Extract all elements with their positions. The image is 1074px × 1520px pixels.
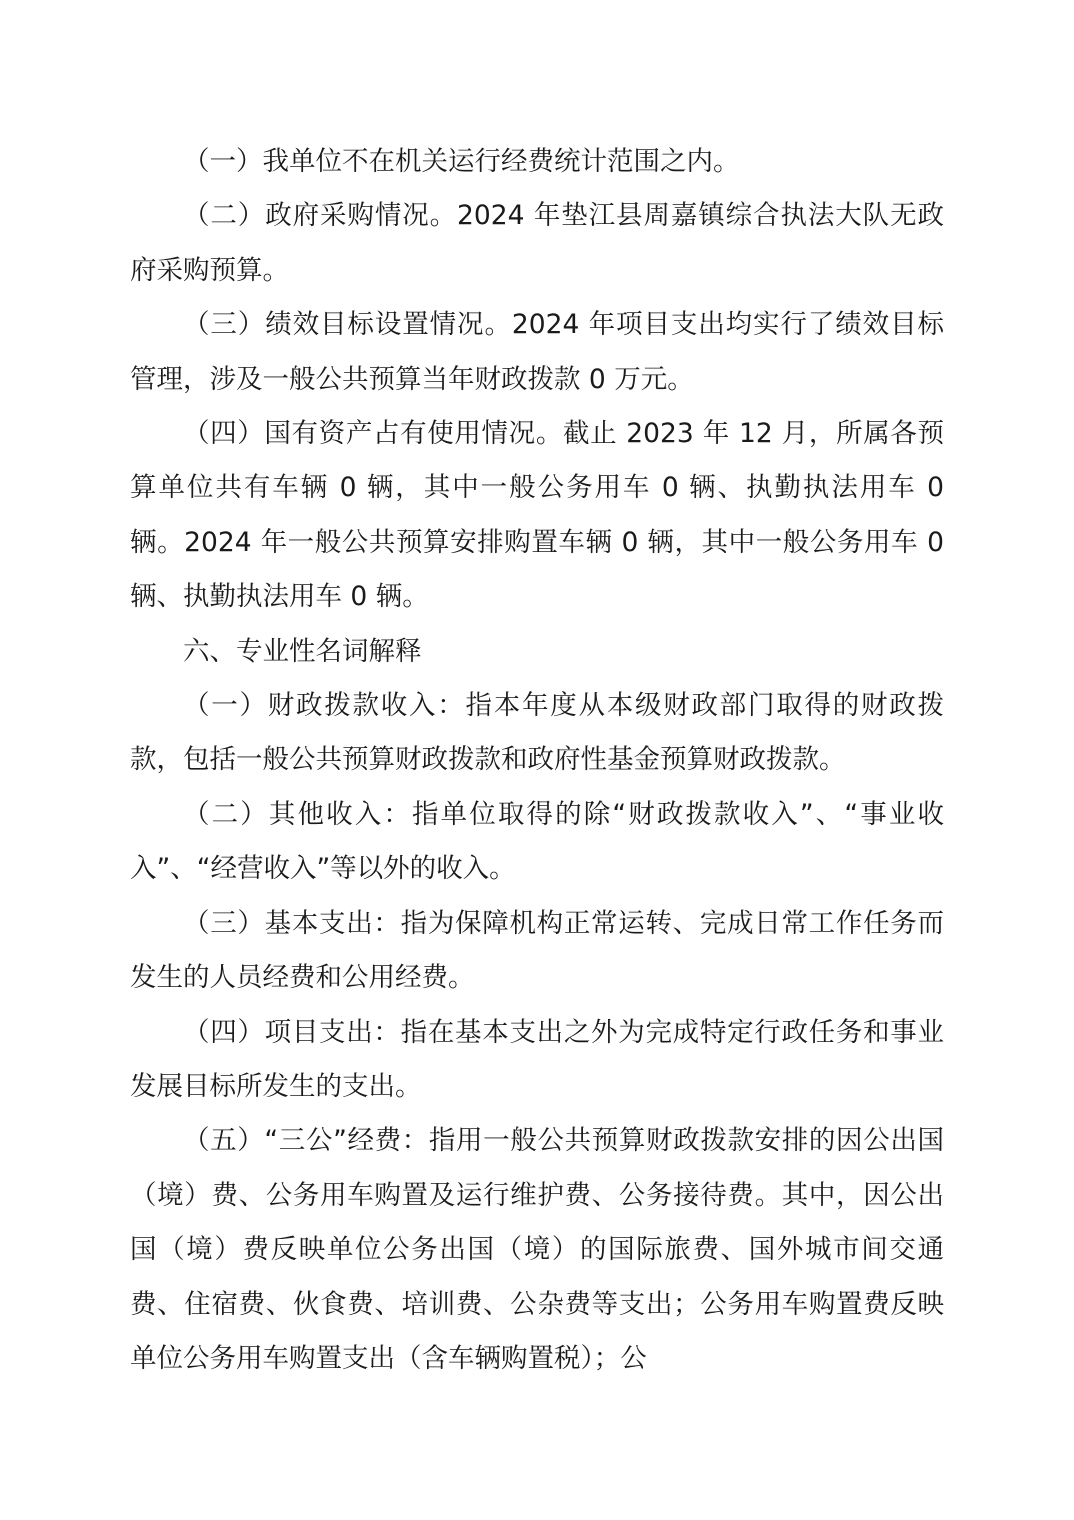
paragraph-other-income: （二）其他收入：指单位取得的除“财政拨款收入”、“事业收入”、“经营收入”等以外的收入。: [130, 798, 944, 885]
paragraph-basic-expenditure: （三）基本支出：指为保障机构正常运转、完成日常工作任务而发生的人员经费和公用经费。: [130, 907, 944, 994]
paragraph-state-assets: （四）国有资产占有使用情况。截止 2023 年 12 月，所属各预算单位共有车辆 0 辆，其中一般公务用车 0 辆、执勤执法用车 0 辆。2024 年一般公共预算安排购置车辆 0 辆，其中一般公务用车 0 辆、执勤执法用车 0 辆。: [130, 418, 944, 613]
section-heading-terminology: 六、专业性名词解释: [183, 635, 422, 667]
paragraph-performance-targets: （三）绩效目标设置情况。2024 年项目支出均实行了绩效目标管理，涉及一般公共预算当年财政拨款 0 万元。: [130, 309, 944, 395]
paragraph-office-operating-expenses: （一）我单位不在机关运行经费统计范围之内。: [183, 146, 740, 177]
paragraph-project-expenditure: （四）项目支出：指在基本支出之外为完成特定行政任务和事业发展目标所发生的支出。: [130, 1016, 944, 1102]
paragraph-three-public-expenses: （五）“三公”经费：指用一般公共预算财政拨款安排的因公出国（境）费、公务用车购置及运行维护费、公务接待费。其中，因公出国（境）费反映单位公务出国（境）的国际旅费、国外城市间交通费、住宿费、伙食费、培训费、公杂费等支出；公务用车购置费反映单位公务用车购置支出（含车辆购置税）；公: [130, 1125, 944, 1374]
paragraph-government-procurement: （二）政府采购情况。2024 年垫江县周嘉镇综合执法大队无政府采购预算。: [130, 200, 944, 286]
paragraph-fiscal-appropriation-income: （一）财政拨款收入：指本年度从本级财政部门取得的财政拨款，包括一般公共预算财政拨款和政府性基金预算财政拨款。: [130, 690, 944, 776]
document-body: [130, 135, 944, 1386]
